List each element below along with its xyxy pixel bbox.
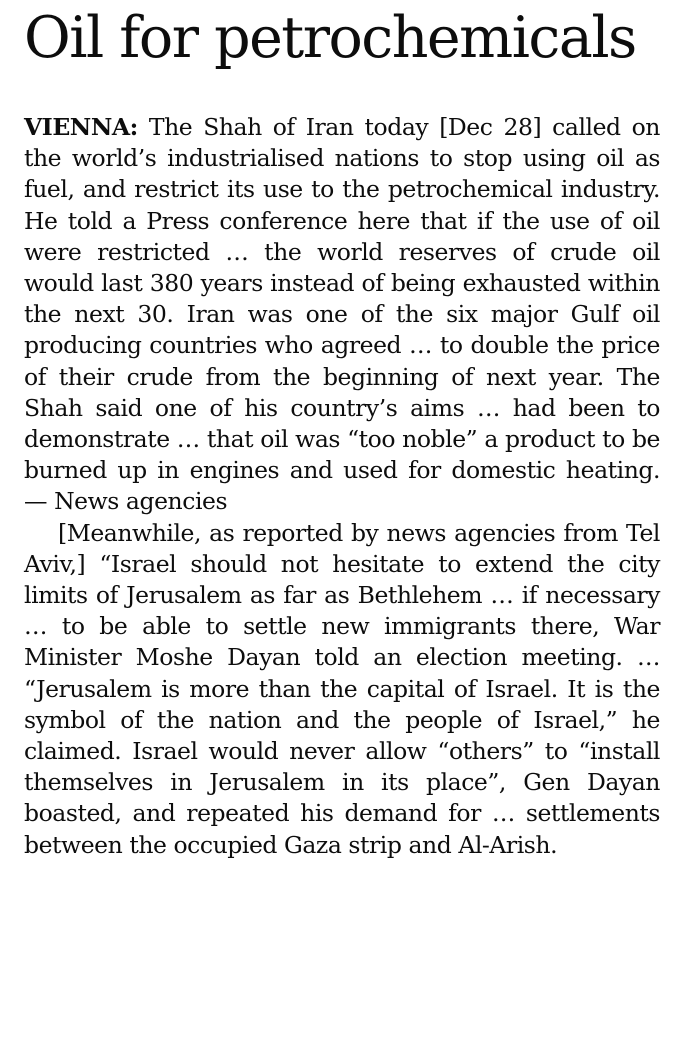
- article-dateline: VIENNA:: [24, 113, 138, 141]
- news-article: [24, 5, 660, 861]
- article-paragraph-2: [Meanwhile, as reported by news agencies from Tel Aviv,] “Israel should not hesitate to extend the city limits of Jerusalem as far as Bethlehem … if necessary … to be able to settle new immigrants there, War Minister Moshe Dayan told an election meeting. … “Jerusalem is more than the capital of Israel. It is the symbol of the nation and the people of Israel,” he claimed. Israel would never allow “others” to “install themselves in Jerusalem in its place”, Gen Dayan boasted, and repeated his demand for … settlements between the occupied Gaza strip and Al-Arish.: [24, 518, 660, 859]
- article-paragraph-1: [24, 112, 660, 518]
- article-paragraph-1-text: The Shah of Iran today [Dec 28] called on the world’s industrialised nations to stop using oil as fuel, and restrict its use to the petrochemical industry. He told a Press conference here that if the use of oil were restricted … the world reserves of crude oil would last 380 years instead of being exhausted within the next 30. Iran was one of the six major Gulf oil producing countries who agreed … to double the price of their crude from the beginning of next year. The Shah said one of his country’s aims … had been to demonstrate … that oil was “too noble” a product to be burned up in engines and used for domestic heating. — News agencies: [24, 113, 660, 516]
- article-body: [24, 112, 660, 861]
- article-headline: Oil for petrochemicals: [24, 5, 636, 71]
